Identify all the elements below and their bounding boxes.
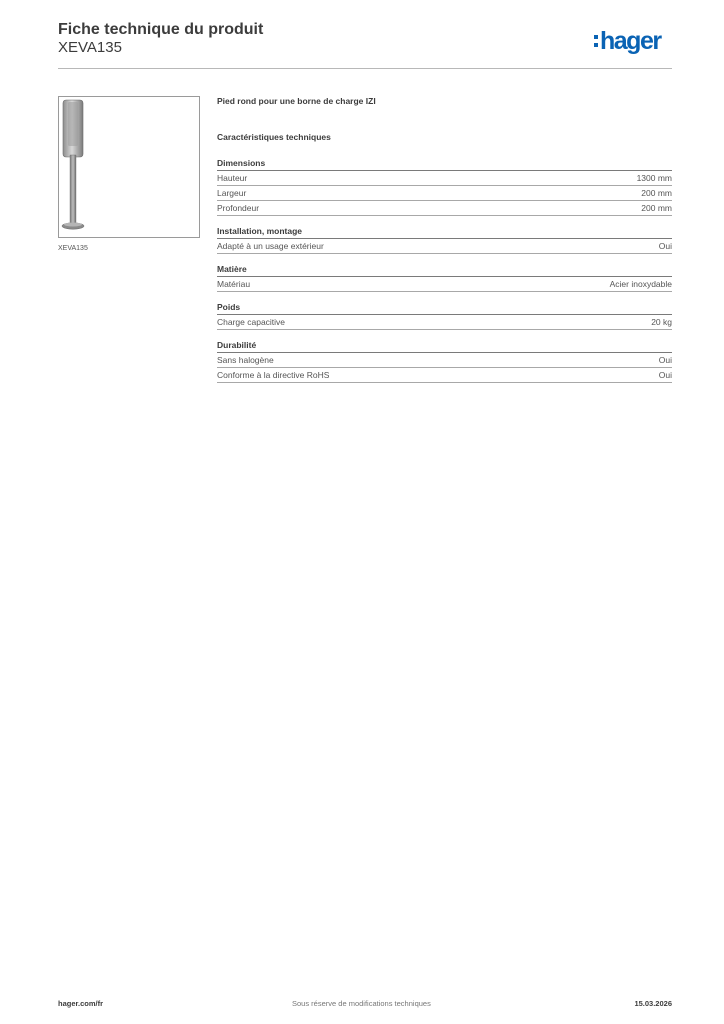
product-name: Pied rond pour une borne de charge IZI (217, 96, 376, 106)
spec-row (217, 239, 672, 254)
spec-value: Oui (658, 241, 672, 251)
section-title: Poids (217, 301, 672, 315)
product-image (58, 96, 200, 238)
spec-label: Adapté à un usage extérieur (217, 241, 324, 251)
spec-label: Matériau (217, 279, 251, 289)
spec-value: 1300 mm (636, 173, 672, 183)
logo-text: hager (600, 27, 661, 55)
section-installation (217, 225, 672, 254)
spec-label: Sans halogène (217, 355, 274, 365)
section-title: Dimensions (217, 157, 672, 171)
spec-row (217, 201, 672, 216)
spec-row (217, 171, 672, 186)
section-title: Durabilité (217, 339, 672, 353)
specs-heading: Caractéristiques techniques (217, 132, 331, 142)
spec-value: 200 mm (641, 188, 672, 198)
spec-label: Charge capacitive (217, 317, 286, 327)
page-title: Fiche technique du produit (58, 21, 264, 38)
spec-label: Hauteur (217, 173, 248, 183)
spec-row (217, 368, 672, 383)
section-dimensions (217, 157, 672, 216)
spec-label: Profondeur (217, 203, 260, 213)
logo-dots-icon (594, 33, 598, 49)
image-caption: XEVA135 (58, 245, 88, 252)
spec-value: Oui (658, 355, 672, 365)
spec-value: Oui (658, 370, 672, 380)
section-weight (217, 301, 672, 330)
charging-stand-pedestal-image (59, 97, 199, 237)
spec-content (217, 96, 672, 392)
spec-value: 200 mm (641, 203, 672, 213)
section-material (217, 263, 672, 292)
footer-website-link[interactable]: hager.com/fr (58, 999, 104, 1008)
spec-row (217, 277, 672, 292)
footer-notice: Sous réserve de modifications techniques (292, 999, 431, 1008)
spec-row (217, 186, 672, 201)
spec-label: Largeur (217, 188, 247, 198)
spec-value: 20 kg (651, 317, 672, 327)
spec-row (217, 353, 672, 368)
spec-row (217, 315, 672, 330)
spec-label: Conforme à la directive RoHS (217, 370, 330, 380)
header-divider (58, 68, 672, 69)
hager-logo (594, 28, 661, 54)
section-title: Installation, montage (217, 225, 672, 239)
footer-date: 15.03.2026 (634, 999, 672, 1008)
section-durability (217, 339, 672, 383)
spec-value: Acier inoxydable (609, 279, 672, 289)
section-title: Matière (217, 263, 672, 277)
product-reference: XEVA135 (58, 39, 122, 56)
